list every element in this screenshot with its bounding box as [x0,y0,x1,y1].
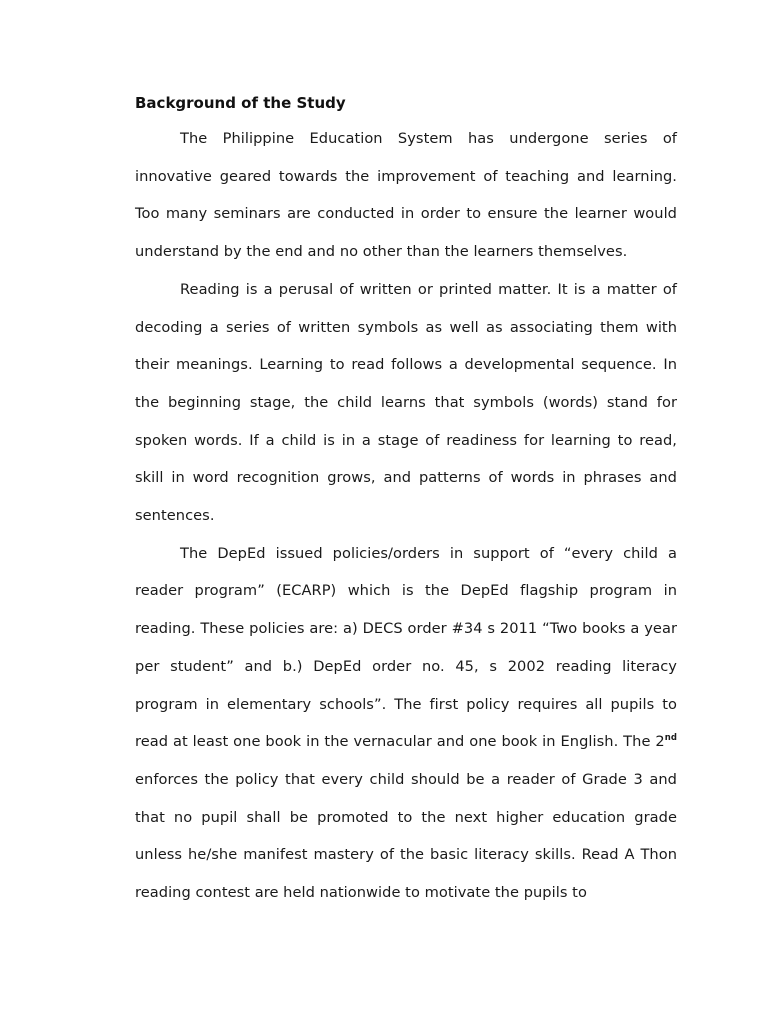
paragraph-2: Reading is a perusal of written or printed matter. It is a matter of decoding a series of written symbols as well as associating them with their meanings. Learning to read follows a developmental sequence. In the beginning stage, the child learns that symbols (words) stand for spoken words. If a child is in a stage of readiness for learning to read, skill in word recognition grows, and patterns of words in phrases and sentences. [135,280,677,525]
paragraph-1: The Philippine Education System has undergone series of innovative geared towards the improvement of teaching and learning. Too many seminars are conducted in order to ensure the learner would understand by the end and no other than the learners themselves. [135,130,677,261]
paragraph-3 [135,535,677,912]
ordinal-superscript: nd [664,733,677,744]
paragraph-3-text-b: enforces the policy that every child should be a reader of Grade 3 and that no pupil shall be promoted to the next higher education grade unless he/she manifest mastery of the basic literacy skills. Read A Thon reading contest are held nationwide to motivate the pupils to [135,770,677,902]
document-body [135,86,677,912]
paragraph-3-text-a: The DepEd issued policies/orders in support of “every child a reader program” (ECARP) which is the DepEd flagship program in reading. These policies are: a) DECS order #34 s 2011 “Two books a year per student” and b.) DepEd order no. 45, s 2002 reading literacy program in elementary schools”. The first policy requires all pupils to read at least one book in the vernacular and one book in English. The 2 [135,544,677,751]
section-heading: Background of the Study [135,94,346,112]
